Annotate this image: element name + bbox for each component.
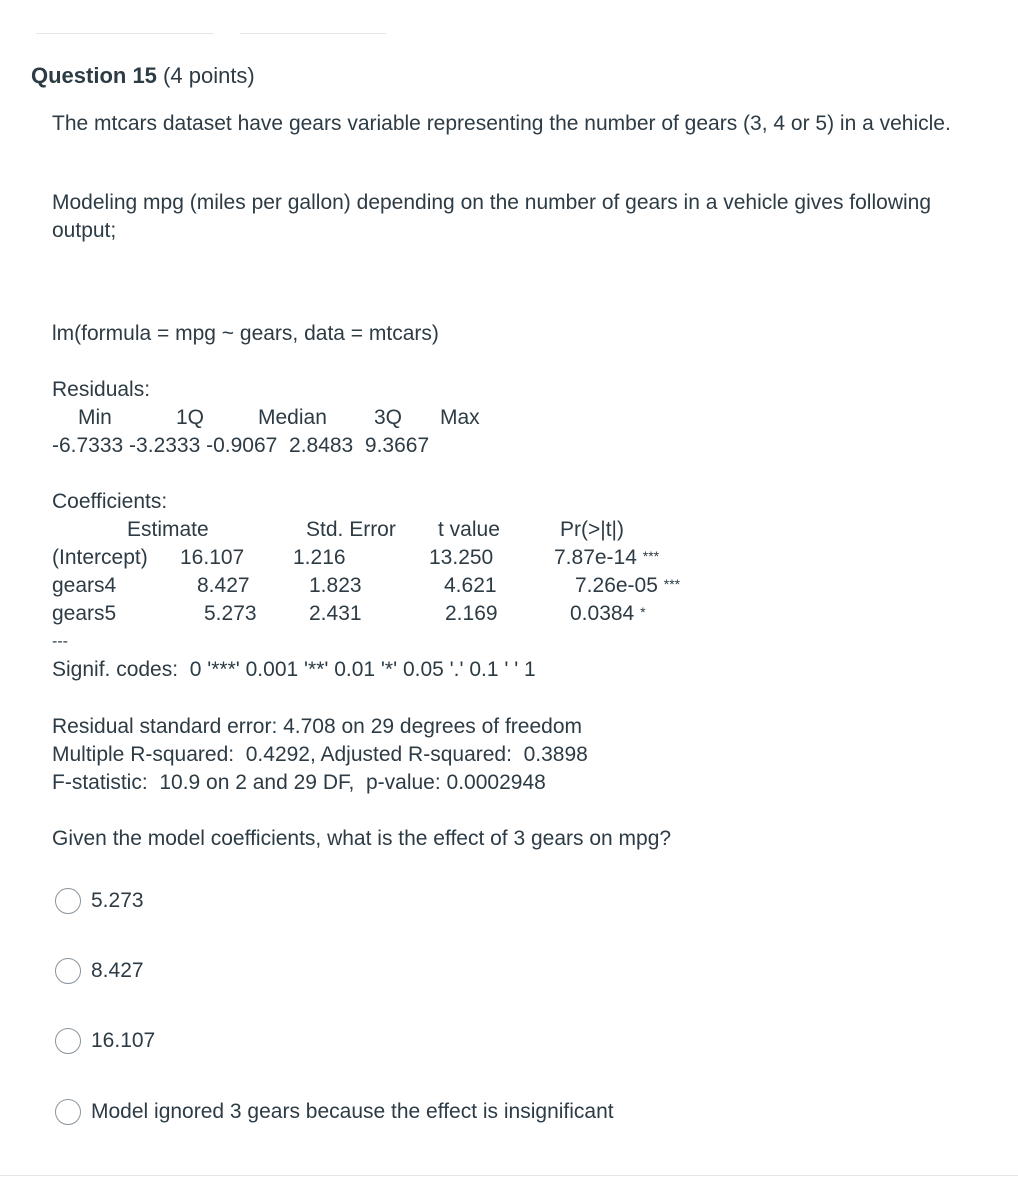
coef-header-t-value: t value: [438, 518, 500, 541]
residuals-header-max: Max: [440, 406, 480, 429]
f-statistic: F-statistic: 10.9 on 2 and 29 DF, p-value: 0.0002948: [52, 771, 546, 794]
answer-option-3[interactable]: [55, 1026, 155, 1056]
radio-button[interactable]: [55, 1028, 81, 1054]
residuals-label: Residuals:: [52, 378, 151, 401]
r-squared: Multiple R-squared: 0.4292, Adjusted R-squared: 0.3898: [52, 743, 588, 766]
coef-t-value: 2.169: [445, 602, 498, 625]
signif-codes: Signif. codes: 0 '***' 0.001 '**' 0.01 '*' 0.05 '.' 0.1 ' ' 1: [52, 658, 536, 681]
signif-stars: *: [640, 604, 646, 620]
coef-estimate: 8.427: [197, 574, 250, 597]
coef-name: gears4: [52, 574, 117, 597]
question-header: [31, 63, 255, 89]
residuals-values: -6.7333 -3.2333 -0.9067 2.8483 9.3667: [52, 434, 430, 457]
answer-option-2[interactable]: [55, 956, 144, 986]
residuals-header-1q: 1Q: [176, 406, 205, 429]
coef-name: (Intercept): [52, 546, 148, 569]
answer-option-label: Model ignored 3 gears because the effect is insignificant: [91, 1100, 614, 1123]
coef-t-value: 4.621: [444, 574, 497, 597]
coef-std-error: 1.216: [293, 546, 346, 569]
answer-option-label: 8.427: [91, 959, 144, 982]
radio-button[interactable]: [55, 888, 81, 914]
residual-standard-error: Residual standard error: 4.708 on 29 degrees of freedom: [52, 715, 582, 738]
signif-stars: ***: [642, 548, 660, 564]
coef-p-value: 7.26e-05 ***: [575, 574, 681, 597]
coef-header-p-value: Pr(>|t|): [560, 518, 624, 541]
coef-estimate: 16.107: [180, 546, 245, 569]
intro-paragraph-1: The mtcars dataset have gears variable representing the number of gears (3, 4 or 5) in a vehicle.: [52, 112, 951, 135]
question-points: (4 points): [163, 63, 255, 88]
coef-name: gears5: [52, 602, 117, 625]
coef-p-value: 0.0384 *: [570, 602, 646, 625]
coef-std-error: 1.823: [309, 574, 362, 597]
residuals-header-min: Min: [78, 406, 112, 429]
bottom-divider: [0, 1175, 1018, 1176]
residuals-header-3q: 3Q: [374, 406, 403, 429]
coefficients-label: Coefficients:: [52, 490, 168, 513]
coef-header-std-error: Std. Error: [306, 518, 396, 541]
coef-t-value: 13.250: [429, 546, 494, 569]
residuals-header-median: Median: [258, 406, 327, 429]
radio-button[interactable]: [55, 1099, 81, 1125]
signif-stars: ***: [663, 576, 681, 592]
answer-option-label: 16.107: [91, 1029, 156, 1052]
answer-option-label: 5.273: [91, 889, 144, 912]
top-divider-right: [240, 33, 386, 34]
question-title: Question 15: [31, 63, 157, 88]
coef-p-value: 7.87e-14 ***: [554, 546, 660, 569]
top-divider-left: [36, 33, 214, 34]
model-formula: lm(formula = mpg ~ gears, data = mtcars): [52, 322, 439, 345]
coef-estimate: 5.273: [204, 602, 257, 625]
intro-paragraph-2: Modeling mpg (miles per gallon) depending on the number of gears in a vehicle gives following output;: [52, 191, 932, 242]
coef-header-estimate: Estimate: [127, 518, 209, 541]
answer-option-1[interactable]: [55, 886, 144, 916]
question-prompt: Given the model coefficients, what is the effect of 3 gears on mpg?: [52, 827, 672, 850]
coef-std-error: 2.431: [309, 602, 362, 625]
radio-button[interactable]: [55, 958, 81, 984]
answer-option-4[interactable]: [55, 1097, 614, 1127]
output-separator: ---: [52, 633, 68, 650]
